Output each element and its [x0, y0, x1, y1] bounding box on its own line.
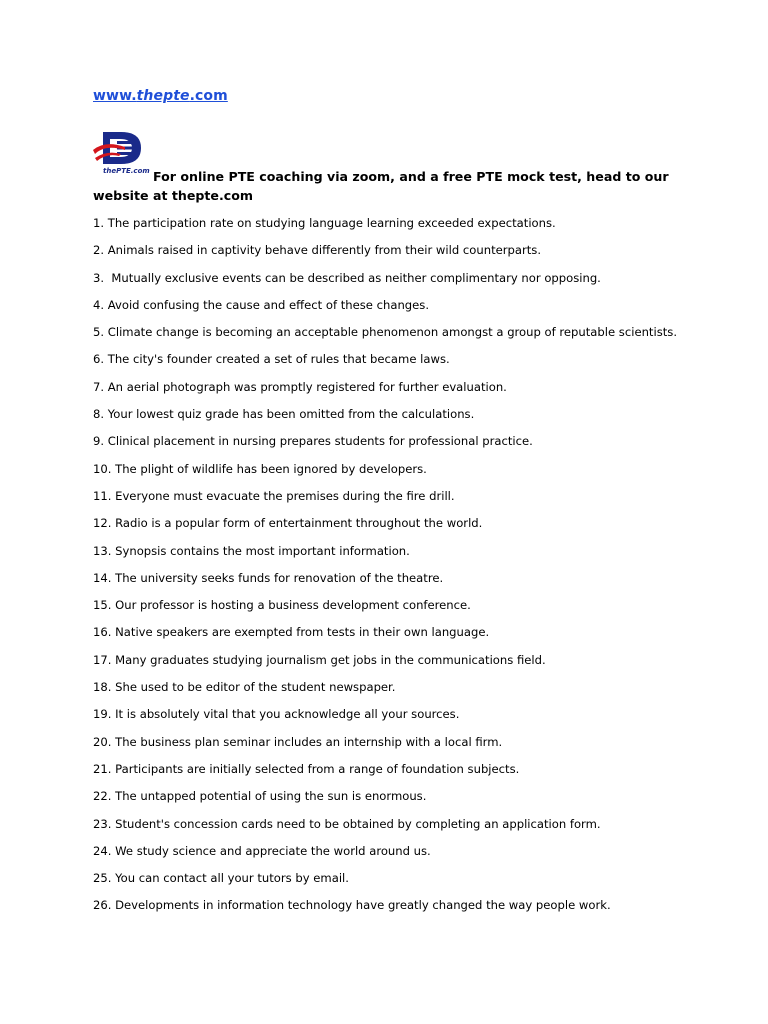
sentence-list	[93, 214, 733, 924]
list-item: 2. Animals raised in captivity behave differently from their wild counterparts.	[93, 243, 542, 258]
list-item: 4. Avoid confusing the cause and effect of these changes.	[93, 297, 430, 312]
list-item: 22. The untapped potential of using the sun is enormous.	[93, 789, 427, 804]
list-item: 1. The participation rate on studying language learning exceeded expectations.	[93, 216, 556, 230]
website-link[interactable]	[93, 88, 228, 104]
website-link-suffix: .com	[189, 88, 228, 104]
list-item: 17. Many graduates studying journalism get jobs in the communications field.	[93, 652, 546, 667]
list-item: 15. Our professor is hosting a business development conference.	[93, 598, 471, 613]
list-item: 21. Participants are initially selected from a range of foundation subjects.	[93, 761, 520, 776]
list-item: 8. Your lowest quiz grade has been omitted from the calculations.	[93, 407, 475, 422]
list-item: 12. Radio is a popular form of entertainment throughout the world.	[93, 516, 483, 531]
list-item: 26. Developments in information technology have greatly changed the way people work.	[93, 898, 611, 913]
list-item: 25. You can contact all your tutors by email.	[93, 871, 349, 886]
list-item: 5. Climate change is becoming an acceptable phenomenon amongst a group of reputable scientists.	[93, 325, 678, 340]
list-item: 18. She used to be editor of the student newspaper.	[93, 680, 396, 695]
list-item: 24. We study science and appreciate the world around us.	[93, 843, 431, 858]
list-item: 6. The city's founder created a set of rules that became laws.	[93, 352, 450, 367]
intro-text: For online PTE coaching via zoom, and a free PTE mock test, head to our website at thepte.com	[93, 169, 669, 203]
website-link-prefix: www.	[93, 88, 137, 104]
list-item: 23. Student's concession cards need to be obtained by completing an application form.	[93, 816, 601, 831]
list-item: 7. An aerial photograph was promptly registered for further evaluation.	[93, 379, 507, 394]
list-item: 9. Clinical placement in nursing prepares students for professional practice.	[93, 434, 533, 449]
list-item: 16. Native speakers are exempted from tests in their own language.	[93, 625, 490, 640]
list-item: 19. It is absolutely vital that you acknowledge all your sources.	[93, 707, 460, 722]
website-link-brand: thepte	[136, 88, 190, 104]
list-item: 11. Everyone must evacuate the premises during the fire drill.	[93, 488, 455, 503]
list-item: 20. The business plan seminar includes an internship with a local firm.	[93, 734, 503, 749]
logo-caption: thePTE.com	[103, 167, 150, 175]
list-item: 13. Synopsis contains the most important information.	[93, 543, 410, 558]
list-item: 3. Mutually exclusive events can be described as neither complimentary nor opposing.	[93, 270, 601, 285]
list-item: 14. The university seeks funds for renovation of the theatre.	[93, 570, 444, 585]
list-item: 10. The plight of wildlife has been ignored by developers.	[93, 461, 427, 476]
